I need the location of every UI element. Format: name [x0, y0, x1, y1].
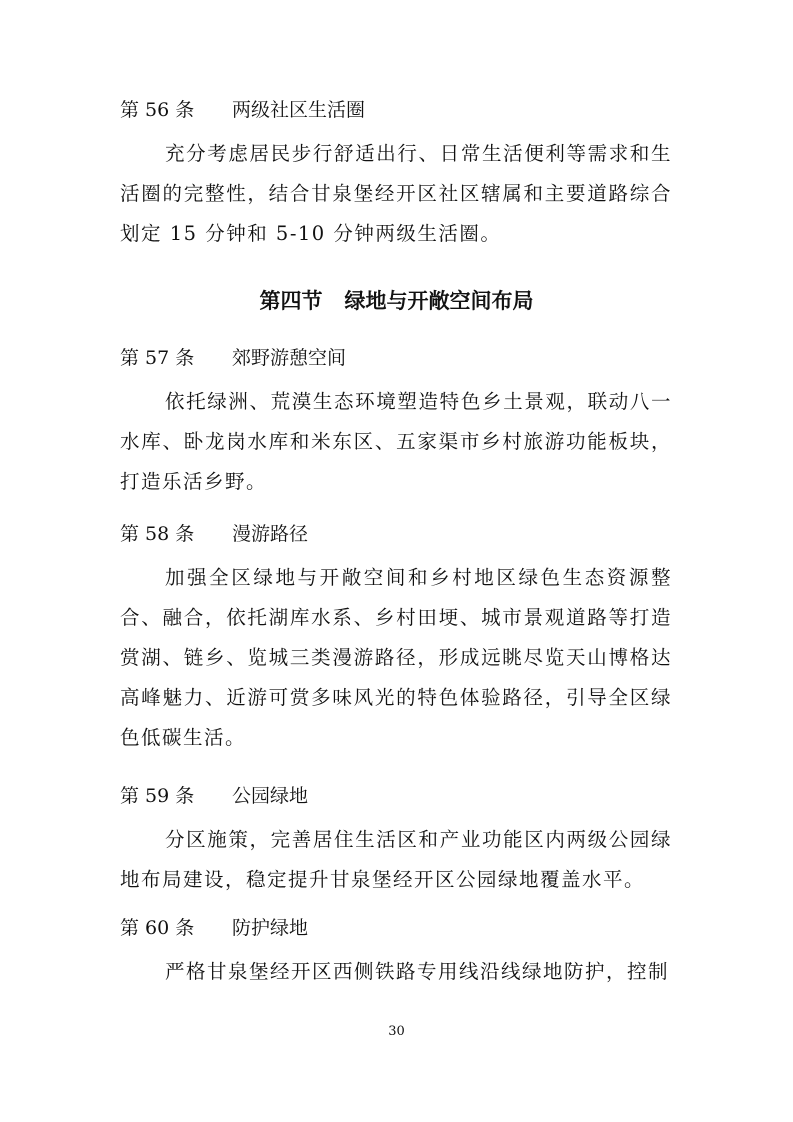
- article-heading: [120, 916, 308, 940]
- article-heading: [120, 522, 308, 546]
- article-body: 分区施策，完善居住生活区和产业功能区内两级公园绿地布局建设，稳定提升甘泉堡经开区公园绿地覆盖水平。: [120, 828, 672, 891]
- article-body: 依托绿洲、荒漠生态环境塑造特色乡土景观，联动八一水库、卧龙岗水库和米东区、五家渠市乡村旅游功能板块，打造乐活乡野。: [120, 390, 672, 493]
- article-title: 两级社区生活圈: [232, 99, 366, 121]
- section-title: 第四节 绿地与开敞空间布局: [259, 289, 534, 313]
- article-heading: [120, 784, 308, 808]
- article-body: 严格甘泉堡经开区西侧铁路专用线沿线绿地防护，控制: [165, 960, 670, 983]
- article-title: 漫游路径: [232, 523, 309, 545]
- article-number: 第 60 条: [120, 917, 195, 939]
- article-body: 加强全区绿地与开敞空间和乡村地区绿色生态资源整合、融合，依托湖库水系、乡村田埂、城市景观道路等打造赏湖、链乡、览城三类漫游路径，形成远眺尽览天山博格达高峰魅力、近游可赏多味风光的特色体验路径，引导全区绿色低碳生活。: [120, 566, 672, 749]
- article-number: 第 57 条: [120, 347, 195, 369]
- article-number: 第 56 条: [120, 99, 195, 121]
- article-heading: [120, 346, 346, 370]
- article-number: 第 58 条: [120, 523, 195, 545]
- article-title: 郊野游憩空间: [232, 347, 347, 369]
- article-title: 公园绿地: [232, 785, 309, 807]
- article-title: 防护绿地: [232, 917, 309, 939]
- article-body: 充分考虑居民步行舒适出行、日常生活便利等需求和生活圈的完整性，结合甘泉堡经开区社区辖属和主要道路综合划定 15 分钟和 5-10 分钟两级生活圈。: [120, 142, 672, 245]
- article-number: 第 59 条: [120, 785, 195, 807]
- page-number: 30: [388, 1024, 405, 1039]
- article-heading: [120, 98, 365, 122]
